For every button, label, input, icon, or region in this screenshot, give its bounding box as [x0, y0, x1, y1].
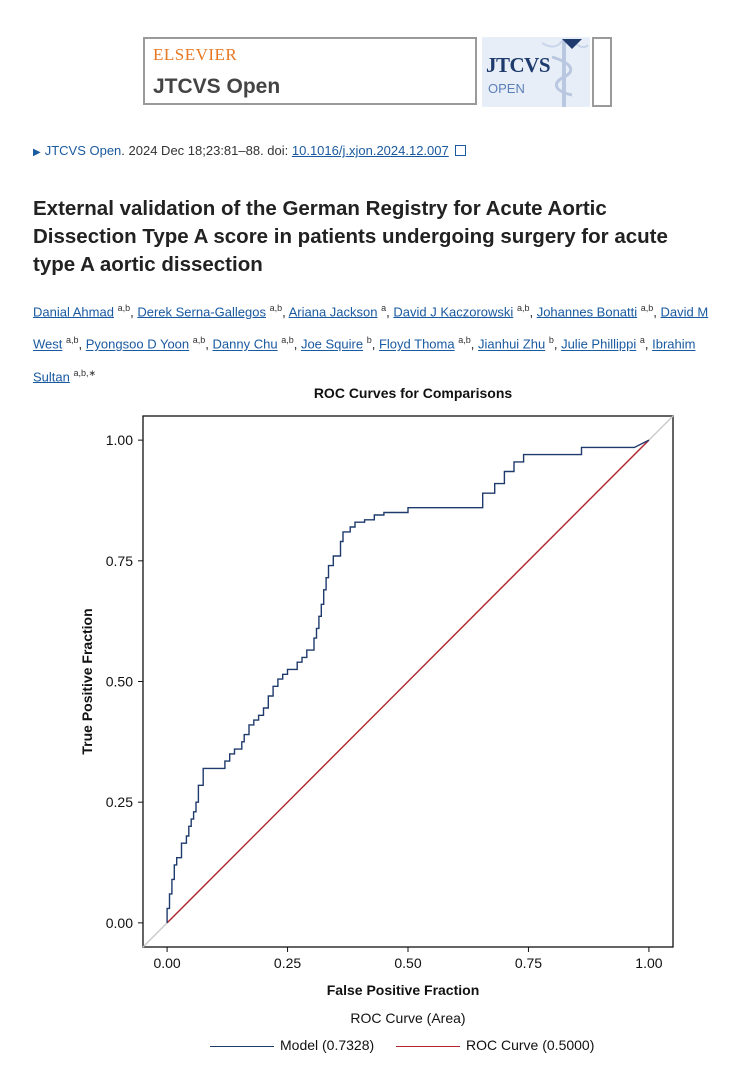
author-affiliation: a,b: [458, 335, 471, 346]
author-affiliation: a,b: [192, 335, 206, 346]
legend-label-reference: ROC Curve (0.5000): [466, 1037, 595, 1053]
y-axis-label: True Positive Fraction: [79, 608, 95, 755]
author-affiliation: a,b: [66, 335, 79, 346]
author-link[interactable]: Derek Serna-Gallegos: [137, 304, 266, 320]
x-tick-label: 1.00: [635, 955, 663, 971]
author-affiliation: a,b: [640, 303, 654, 313]
citation-details: . 2024 Dec 18;23:81–88. doi:: [121, 143, 292, 158]
legend-title: ROC Curve (Area): [350, 1010, 466, 1026]
x-tick-label: 0.00: [153, 955, 181, 971]
author-affiliation: a,b,∗: [73, 367, 97, 378]
author-affiliation: a,b: [516, 303, 530, 313]
author-affiliation: a,b: [117, 303, 131, 313]
author-link[interactable]: Joe Squire: [300, 336, 364, 352]
x-tick-label: 0.25: [273, 955, 302, 971]
author-affiliation: b: [548, 335, 554, 346]
y-tick-label: 0.00: [105, 914, 133, 931]
journal-name: JTCVS Open: [153, 75, 281, 98]
x-axis-label: False Positive Fraction: [326, 982, 480, 998]
y-tick-label: 0.50: [105, 673, 133, 690]
author-link[interactable]: Jianhui Zhu: [477, 336, 546, 352]
legend-label-model: Model (0.7328): [280, 1037, 375, 1053]
author-link[interactable]: Ibrahim Sultan: [33, 336, 696, 384]
author-affiliation: a,b: [269, 303, 283, 313]
legend-swatch-reference: [396, 1046, 460, 1047]
author-link[interactable]: Johannes Bonatti: [536, 304, 638, 320]
logo-text: JTCVS: [486, 53, 551, 77]
x-tick-label: 0.75: [514, 955, 543, 971]
chart-title: ROC Curves for Comparisons: [313, 385, 513, 401]
author-list: Danial Ahmad $^{a,b}$, Derek Serna-Gallegos $^{a,b}$, Ariana Jackson $^a$, David J Kaczorowski $^{a,b}$, Johannes Bonatti $^{a,b}$, David M West $^{a,b}$, Pyongsoo D Yoon $^{a,b}$, Danny Chu $^{a,b}$, Joe Squire $^b$, Floyd Thoma $^{a,b}$, Jianhui Zhu $^b$, Julie Phillippi $^a$, Ibrahim Sultan $^{a,b,∗}$: [33, 303, 709, 384]
y-tick-label: 1.00: [105, 432, 133, 449]
legend-swatch-model: [210, 1046, 274, 1047]
x-tick-label: 0.50: [394, 955, 422, 971]
legend-item-reference: [396, 1037, 594, 1053]
author-link[interactable]: Danial Ahmad: [33, 304, 114, 320]
y-tick-label: 0.75: [105, 552, 133, 569]
author-link[interactable]: Danny Chu: [212, 336, 278, 352]
author-affiliation: b: [366, 335, 372, 346]
author-link[interactable]: David M West: [33, 304, 709, 352]
legend-item-model: [210, 1037, 374, 1053]
author-link[interactable]: David J Kaczorowski: [393, 304, 514, 320]
author-link[interactable]: Julie Phillippi: [561, 336, 637, 352]
author-link[interactable]: Ariana Jackson: [288, 304, 378, 320]
doi-link[interactable]: 10.1016/j.xjon.2024.12.007: [291, 143, 449, 158]
journal-link[interactable]: JTCVS Open: [44, 143, 122, 158]
author-affiliation: a: [381, 303, 387, 313]
author-affiliation: a,b: [281, 335, 294, 346]
author-link[interactable]: Floyd Thoma: [378, 336, 455, 352]
article-title: External validation of the German Registry for Acute Aortic Dissection Type A score in patients undergoing surgery for acute type A aortic dissection: [33, 197, 668, 276]
author-affiliation: a: [639, 335, 645, 346]
publisher-name: ELSEVIER: [153, 45, 238, 64]
expand-triangle-icon[interactable]: ▶: [33, 147, 41, 158]
author-link[interactable]: Pyongsoo D Yoon: [85, 336, 190, 352]
logo-subtext: OPEN: [488, 81, 525, 96]
y-tick-label: 0.25: [105, 794, 133, 811]
